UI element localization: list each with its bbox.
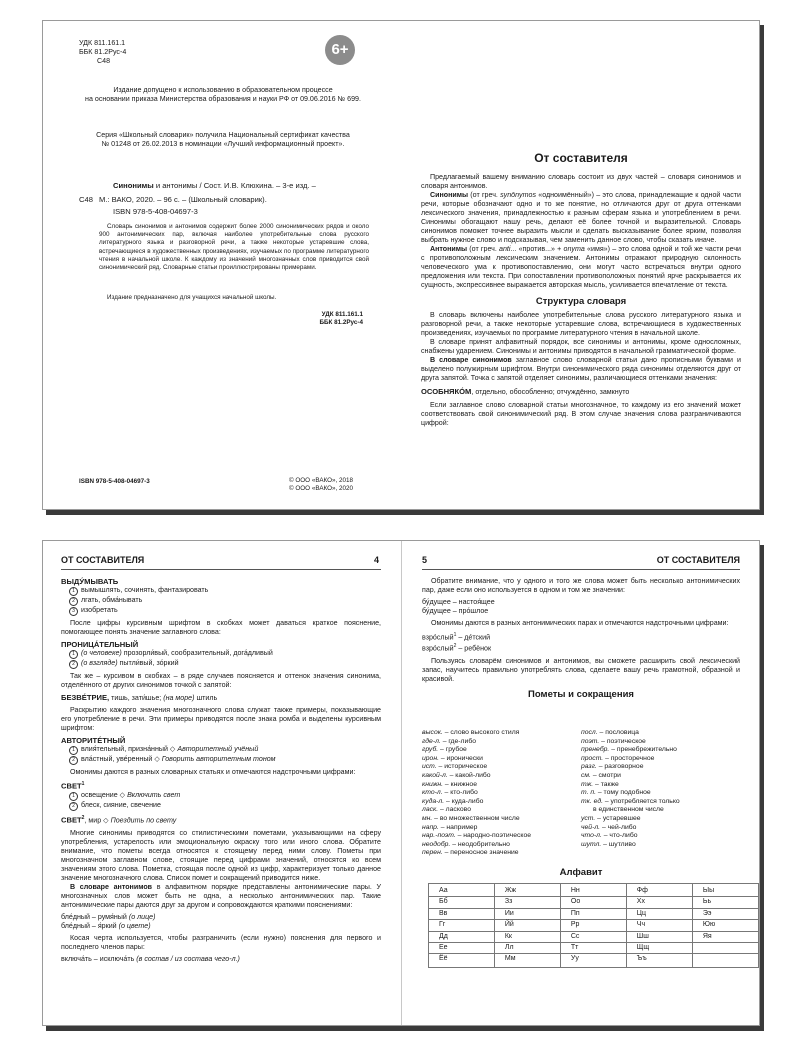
term-antonyms: Антонимы [430, 245, 468, 253]
abbreviations-column-right [581, 729, 740, 858]
abbreviation: куда-л. [422, 797, 445, 805]
biblio-title: Синонимы [113, 181, 154, 190]
abbreviation: высок. [422, 729, 443, 736]
section-heading: Пометы и сокращения [528, 688, 634, 700]
abbreviation-item [581, 729, 740, 738]
abbreviation-item [422, 798, 581, 807]
text-span: блеск, сияние, свечение [81, 800, 161, 809]
alphabet-row [429, 897, 759, 908]
alphabet-letter: Рр [560, 920, 626, 931]
abbreviation: тж. [581, 780, 594, 788]
abbreviation-meaning: – иронически [438, 754, 483, 762]
text-span: бле́дный – румя́ный [61, 912, 129, 921]
text-span: – де́тский [456, 633, 491, 642]
body-paragraph: Пользуясь словарём синонимов и антонимов, вы сможете расширить свой лексический запас, научитесь правильно употреблять слова, сделаете вашу речь грамотной, образной и красивой. [422, 656, 740, 683]
abbreviation: т. п. [581, 789, 596, 797]
abbreviation-meaning: – устаревшее [595, 814, 641, 822]
text-span: ... «против...» + [510, 245, 564, 253]
number-1-icon: 1 [69, 650, 78, 659]
superscript: 1 [453, 632, 457, 638]
abbreviation-meaning: – разговорное [596, 763, 644, 771]
audience-note: Издание предназначено для учащихся начальной школы. [107, 294, 277, 301]
body-paragraph: После цифры курсивным шрифтом в скобках может даваться краткое пояснение, помогающее понять значение заглавного слова: [61, 619, 381, 636]
abbreviations-list [422, 729, 740, 858]
abbreviation: чей-л. [581, 823, 601, 831]
abbreviation-item [422, 832, 581, 841]
bbk-code: ББК 81.2Рус-4 [79, 48, 127, 56]
entry-word: ОСОБНЯКО́М [421, 387, 472, 396]
author-mark: С48 [97, 57, 111, 65]
text-span: Поездить по свету [110, 815, 177, 824]
text-span: onyma [563, 245, 585, 253]
abbreviation-item [422, 772, 581, 781]
entry-word: ВЫДУ́МЫВАТЬ [61, 577, 119, 586]
text-span: влия́тельный, призна́нный ◇ [81, 745, 178, 753]
biblio-rest: и антонимы / Сост. И.В. Клюхина. – 3-е изд. – [153, 181, 316, 190]
abbreviation: пренебр. [581, 746, 610, 754]
page-number: 5 [422, 555, 428, 565]
alphabet-letter: Ыы [692, 884, 758, 897]
abbreviation-item [581, 824, 740, 833]
text-span: штиль [194, 694, 218, 702]
alphabet-letter: Шш [626, 931, 692, 942]
abbreviation-meaning: в единственном числе [593, 806, 664, 814]
abbreviation-meaning: – слово высокого стиля [442, 729, 520, 736]
example-entry [421, 387, 741, 397]
abbreviation-meaning: – грубое [438, 746, 467, 754]
alphabet-letter: Пп [560, 908, 626, 919]
bibliographic-line-2: М.: ВАКО, 2020. – 96 с. – (Школьный словарик). [99, 195, 267, 204]
preface-paragraph: Если заглавное слово словарной статьи многозначное, то каждому из его значений может соответствовать свой синонимический ряд. В этом случае значения слова разграничиваются цифрой: [421, 401, 741, 427]
alphabet-letter: Нн [560, 884, 626, 897]
alphabet-letter: Ъъ [626, 954, 692, 967]
abbreviation-item [422, 815, 581, 824]
abbreviation-item [581, 781, 740, 790]
alphabet-letter: Кк [494, 931, 560, 942]
text-span: anti [499, 245, 511, 253]
alphabet-row [429, 920, 759, 931]
abbreviation: ирон. [422, 754, 439, 762]
abbreviation-item [422, 729, 581, 738]
section-heading: Структура словаря [535, 296, 627, 307]
abbreviation-item [422, 746, 581, 755]
series-certificate-1: Серия «Школьный словарик» получила Национальный сертификат качества [96, 131, 350, 139]
text-span: лгать, обма́нывать [81, 596, 143, 604]
abbreviation-meaning: – что-либо [601, 832, 638, 840]
body-paragraph: Омонимы даются в разных словарных статьях и отмечаются надстрочными цифрами: [70, 768, 356, 776]
text-span: (на море) [163, 694, 195, 702]
abbreviation-item [581, 746, 740, 755]
abbreviation-item [581, 789, 740, 798]
antonym-pair [422, 642, 740, 653]
page-5 [402, 541, 759, 1025]
alphabet-letter: Фф [626, 884, 692, 897]
abbreviation: какой-л. [422, 771, 448, 779]
alphabet-letter: Ээ [692, 908, 758, 919]
preface-paragraph [421, 356, 741, 383]
alphabet-letter: Цц [626, 908, 692, 919]
body-paragraph: Обратите внимание, что у одного и того же слова может быть несколько антонимических пар, даже если оно используется в одном и том же значении: [422, 577, 740, 594]
abbreviation-item [422, 789, 581, 798]
superscript: 1 [81, 781, 85, 787]
abbreviation-meaning: – во множественном числе [432, 814, 520, 822]
text-span: – ребёнок [456, 644, 492, 653]
text-span: (о человеке) [81, 649, 122, 657]
alphabet-letter [692, 954, 758, 967]
abbreviation-item [581, 763, 740, 772]
text-span: взро́слый [422, 644, 454, 653]
alphabet-letter: Уу [560, 954, 626, 967]
page-4-body [61, 577, 381, 964]
abbreviation: поэт. [581, 737, 600, 745]
number-1-icon: 1 [69, 587, 78, 596]
text-span: Авторитетный учёный [177, 745, 259, 753]
approval-line-1: Издание допущено к использованию в образовательном процессе [113, 86, 333, 94]
text-span: взро́слый [422, 633, 454, 642]
abbreviation: что-л. [581, 832, 602, 840]
abbreviation-meaning: – книжное [443, 780, 477, 788]
body-paragraph: Так же – курсивом в скобках – в ряде случаев поясняется и оттенок значения синонима, отделённого от других синонимов точкой с запятой: [61, 672, 381, 689]
abbreviation-meaning: – например [438, 823, 478, 831]
example-entry [61, 693, 381, 703]
preface-paragraph [421, 191, 741, 245]
preface-page [401, 21, 759, 509]
antonym-pair [422, 631, 740, 642]
text-span: synōnymos [500, 191, 537, 199]
abbreviation: кто-л. [422, 789, 443, 797]
text-span: (о цвете) [118, 921, 151, 930]
text-span: (в состав / из состава чего-л.) [136, 954, 240, 963]
alphabet-letter [692, 943, 758, 954]
abbreviation-meaning: – шутливо [601, 840, 636, 848]
abbreviation: книжн. [422, 780, 444, 788]
body-paragraph: Омонимы даются в разных антонимических парах и отмечаются надстрочными цифрами: [431, 619, 729, 627]
text-span: включа́ть – исключа́ть [61, 954, 137, 963]
page-5-body [422, 577, 740, 704]
abbreviation: уст. [581, 814, 596, 822]
text-span: «одноимённый») – это слова, принадлежащие к одной части речи, которые обозначают одно и то же понятие, но отличаются друг от друга оттенками лексического значения, принадлежностью к разным сферам языка и употреблением в речи. Синонимы обогащают нашу речь, делают её более точной и выразительной. Словарь синонимов поможет точнее выразить мысли и сделать высказывание более ярким, позволяя выбрать нужное слово и подсказывая, чем заменить данное слово, чтобы сказать иначе. [421, 191, 741, 244]
abbreviation-item [422, 738, 581, 747]
text-span: (о взгляде) [81, 659, 118, 667]
antonym-pair [61, 922, 381, 931]
abbreviation-meaning: – пословица [597, 729, 639, 736]
book-spread-bottom [42, 540, 760, 1026]
abbreviation: напр. [422, 823, 439, 831]
number-1-icon: 1 [69, 746, 78, 755]
abbreviation-meaning: – историческое [436, 763, 488, 771]
text-span: освещение ◇ [81, 790, 128, 799]
alphabet-letter: Чч [626, 920, 692, 931]
preface-body [421, 173, 741, 428]
alphabet-letter: Лл [494, 943, 560, 954]
age-rating-badge: 6+ [325, 35, 355, 65]
superscript: 2 [453, 643, 457, 650]
body-paragraph: Многие синонимы приводятся со стилистическими пометами, указывающими на сферу употребления, устарелость или эмоциональную окраску того или иного слова. Обратите внимание, что пометы всегда относятся к стоящему перед ними слову. Пометы при многозначном заглавном слове, стоящие перед цифрами значений, относятся ко всем значениям этого слова. Пометка, стоящая после одной из цифр, характеризует только данное значение многозначного слова. Список помет и сокращений приводится ниже. [61, 828, 381, 882]
text-span: «имя») – это слова одной и той же части речи с противоположным лексическим значением. Антонимы отражают природную склонность человеческого ума к противопоставлению, они могут часто встречаться внутри одного предложения или текста. При сопоставлении противоположных понятий ярче раскрывается их сущность, экспрессивнее выражается авторская мысль, усиливается впечатление от текста. [421, 245, 741, 289]
text-span: тишь, зати́шье; [109, 694, 164, 702]
number-2-icon: 2 [69, 802, 78, 811]
text-span: (о лице) [128, 912, 156, 921]
text-span: , отдельно, обособленно; отчуждённо, замкнуто [471, 388, 630, 396]
bibliographic-line-1 [113, 181, 363, 190]
abbreviation-meaning: – переносное значение [442, 849, 519, 857]
abbreviation-item [422, 841, 581, 850]
entry-word: СВЕТ [61, 814, 82, 824]
abbreviation-meaning: – ласково [438, 806, 471, 814]
alphabet-letter: Аа [429, 884, 495, 897]
abbreviation: посл. [581, 729, 598, 736]
entry-word: БЕЗВЕ́ТРИЕ, [61, 693, 110, 702]
running-head: ОТ СОСТАВИТЕЛЯ [61, 555, 145, 565]
page-4 [43, 541, 402, 1025]
text-span: в алфавитном порядке представлены антонимические пары. У многозначных слов может быть не одна, а несколько антонимических пар. Такие антонимические пары даются друг за другом и сопровождаются краткими пояснениями: [61, 882, 381, 909]
alphabet-letter: Ёё [429, 954, 495, 967]
abbreviation-item [422, 806, 581, 815]
page-title: От составителя [534, 151, 628, 165]
text-span: бле́дный – я́ркий [61, 921, 119, 930]
alphabet-heading: Алфавит [559, 867, 603, 878]
text-span: , мир ◇ [84, 815, 111, 824]
abbreviation: мн. [422, 814, 433, 822]
approval-line-2: на основании приказа Министерства образования и науки РФ от 09.06.2016 № 699. [85, 95, 361, 103]
meaning-line [61, 755, 381, 765]
abbreviation-meaning: – пренебрежительно [609, 746, 677, 754]
abbreviation-meaning: – смотри [590, 771, 621, 779]
alphabet-letter: Жж [494, 884, 560, 897]
text-span: изобретать [81, 606, 118, 614]
alphabet-row [429, 908, 759, 919]
imprint-page [43, 21, 401, 509]
alphabet-letter: Ее [429, 943, 495, 954]
alphabet-letter: Мм [494, 954, 560, 967]
abbreviation: тк. ед. [581, 797, 603, 805]
text-span: (от греч. [467, 245, 500, 253]
entry-word: ПРОНИЦА́ТЕЛЬНЫЙ [61, 640, 139, 649]
running-head: ОТ СОСТАВИТЕЛЯ [656, 555, 740, 565]
abbreviation-meaning: – также [593, 780, 619, 788]
abbreviation-meaning: – куда-либо [444, 797, 484, 805]
abbreviation: нар.-поэт. [422, 832, 456, 840]
abbreviation: груб. [422, 746, 439, 754]
abbreviation: ист. [422, 763, 437, 771]
udk-bottom: УДК 811.161.1 [321, 311, 363, 318]
meaning-line [61, 801, 381, 811]
alphabet-letter: Тт [560, 943, 626, 954]
antonym-pair: бу́дущее – настоя́щее [422, 598, 495, 606]
abbreviation-item [422, 763, 581, 772]
isbn-bottom: ISBN 978-5-408-04697-3 [79, 478, 150, 485]
abbreviation-meaning: – чей-либо [600, 823, 637, 831]
book-abstract: Словарь синонимов и антонимов содержит более 2000 синонимических рядов и около 900 антонимических пар, включая наиболее употребительные слова русского литературного языка и разговорной речи, а также некоторые устаревшие слова, встречающиеся в художественных произведениях, изучаемых по программе литературного чтения в начальной школе. К каждому из значений многозначных слов приводится свой синонимический ряд. Словарные статьи проиллюстрированы примерами. [99, 223, 369, 272]
number-1-icon: 1 [69, 792, 78, 801]
text-span: заглавное слово словарной статьи дано прописными буквами и выделено полужирным шрифтом. Внутри синонимического ряда синонимы отделяются друг от друга запятой. Точка с запятой отделяет синонимы, различающиеся оттенками значения: [421, 356, 742, 382]
alphabet-letter: Оо [560, 897, 626, 908]
abbreviation-meaning: – просторечное [603, 754, 655, 762]
preface-paragraph [421, 245, 741, 290]
alphabet-letter: Ии [494, 908, 560, 919]
text-span: СВЕТ [61, 781, 82, 791]
udk-code: УДК 811.161.1 [79, 39, 126, 47]
biblio-isbn: ISBN 978-5-408-04697-3 [113, 207, 198, 216]
text-span: вымышлять, сочинять, фантазировать [81, 586, 209, 594]
copyright-2: © ООО «ВАКО», 2020 [289, 485, 354, 492]
abbreviation-meaning: – какой-либо [447, 771, 491, 779]
text-span: В словаре синонимов [430, 356, 512, 364]
abbreviation-item [581, 815, 740, 824]
meaning-line [61, 586, 381, 596]
body-paragraph: Раскрытию каждого значения многозначного слова служат также примеры, показывающие его употребление в речи. Эти примеры приводятся после знака ромба и выделены курсивным шрифтом: [61, 706, 381, 732]
alphabet-letter: Ьь [692, 897, 758, 908]
abbreviation-item [422, 755, 581, 764]
body-paragraph: Косая черта используется, чтобы разграничить (если нужно) пояснения для первого и последнего членов пары: [61, 933, 381, 951]
alphabet-letter: Щщ [626, 943, 692, 954]
abbreviation-item [581, 798, 740, 807]
alphabet-letter: Йй [494, 920, 560, 931]
example-entry [61, 814, 381, 825]
meaning-line [61, 791, 381, 801]
abbreviations-column-left [422, 729, 581, 858]
alphabet-letter: Сс [560, 931, 626, 942]
abbreviation-item [581, 755, 740, 764]
alphabet-table [428, 883, 759, 968]
abbreviation: прост. [581, 754, 604, 762]
abbreviation-meaning: – кто-либо [442, 789, 478, 797]
text-span: прозорли́вый, сообразительный, дога́дливый [121, 649, 273, 657]
antonym-pair [61, 913, 381, 922]
number-3-icon: 3 [69, 607, 78, 616]
term-synonyms: Синонимы [430, 191, 469, 199]
alphabet-letter: Хх [626, 897, 692, 908]
series-certificate-2: № 01248 от 26.02.2013 в номинации «Лучший информационный проект». [101, 140, 345, 148]
meaning-line [61, 745, 381, 755]
alphabet-table-body [429, 884, 759, 968]
abbreviation: ласк. [422, 806, 439, 814]
text-span: пытли́вый, зо́ркий [117, 659, 179, 667]
header-rule [61, 569, 381, 570]
preface-paragraph: Предлагаемый вашему вниманию словарь состоит из двух частей – словаря синонимов и словаря антонимов. [421, 173, 741, 190]
alphabet-letter: Бб [429, 897, 495, 908]
abbreviation-meaning: – где-либо [440, 737, 476, 745]
alphabet-row [429, 954, 759, 967]
preface-paragraph: В словаре принят алфавитный порядок, все синонимы и антонимы, кроме односложных, снабжены ударением. Синонимы и антонимы приводятся в начальной грамматической форме. [421, 338, 741, 355]
alphabet-row [429, 884, 759, 897]
alphabet-row [429, 943, 759, 954]
text-span: (от греч. [468, 191, 501, 199]
biblio-author-mark: С48 [79, 195, 93, 204]
abbreviation: неодобр. [422, 840, 451, 848]
abbreviation-meaning: – употребляется только [603, 797, 680, 805]
text-span: Говорить авторитетным тоном [161, 755, 276, 763]
copyright-1: © ООО «ВАКО», 2018 [289, 477, 354, 484]
abbreviation-meaning: – народно-поэтическое [455, 832, 532, 840]
abbreviation: разг. [581, 763, 597, 771]
alphabet-letter: Яя [692, 931, 758, 942]
header-rule [422, 569, 740, 570]
text-span: В словаре антонимов [70, 882, 153, 891]
abbreviation: см. [581, 771, 591, 779]
antonym-pair [61, 955, 381, 964]
abbreviation-item [422, 849, 581, 858]
abbreviation: перен. [422, 849, 443, 857]
meaning-line [61, 596, 381, 606]
book-spread-top [42, 20, 760, 510]
abbreviation: где-л. [422, 737, 441, 745]
abbreviation-item [581, 772, 740, 781]
page-number: 4 [373, 555, 379, 565]
text-span: Включить свет [127, 790, 181, 799]
entry-word [61, 780, 381, 791]
meaning-line [61, 606, 381, 616]
abbreviation-item [422, 824, 581, 833]
number-2-icon: 2 [69, 597, 78, 606]
alphabet-letter: Зз [494, 897, 560, 908]
meaning-line [61, 659, 381, 669]
abbreviation-meaning: – неодобрительно [450, 840, 510, 848]
bbk-bottom: ББК 81.2Рус-4 [319, 319, 363, 326]
entry-word: АВТОРИТЕ́ТНЫЙ [61, 736, 126, 745]
abbreviation-meaning: – тому подобное [596, 789, 651, 797]
abbreviation-item [581, 841, 740, 850]
alphabet-row [429, 931, 759, 942]
text-span: вла́стный, уве́ренный ◇ [81, 755, 162, 763]
antonym-pair: бу́дущее – про́шлое [422, 607, 489, 615]
abbreviation-item [581, 738, 740, 747]
abbreviation-item [581, 832, 740, 841]
number-2-icon: 2 [69, 756, 78, 765]
number-2-icon: 2 [69, 660, 78, 669]
alphabet-letter: Дд [429, 931, 495, 942]
alphabet-letter: Вв [429, 908, 495, 919]
abbreviation-item [581, 806, 740, 815]
preface-paragraph: В словарь включены наиболее употребительные слова русского литературного языка и разговорной речи, а также некоторые устаревшие слова, встречающиеся в художественных произведениях, изучаемых по программе литературного чтения в начальной школе. [421, 311, 741, 337]
abbreviation-item [422, 781, 581, 790]
alphabet-letter: Гг [429, 920, 495, 931]
body-paragraph [61, 883, 381, 910]
alphabet-letter: Юю [692, 920, 758, 931]
abbreviation: шутл. [581, 840, 602, 848]
superscript: 2 [81, 814, 85, 821]
meaning-line [61, 649, 381, 659]
abbreviation-meaning: – поэтическое [599, 737, 646, 745]
